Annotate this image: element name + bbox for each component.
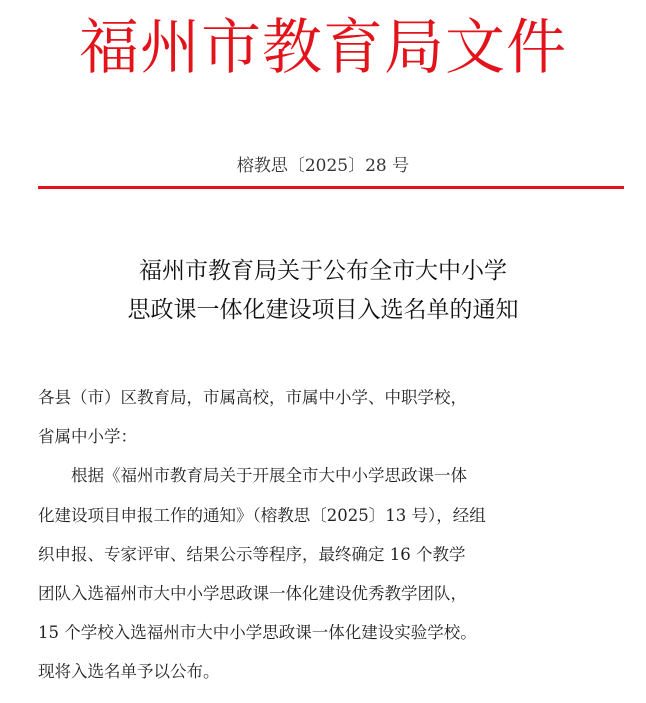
- document-title-line-1: 福州市教育局关于公布全市大中小学: [139, 258, 507, 284]
- body-paragraph-line: 团队入选福州市大中小学思政课一体化建设优秀教学团队，: [38, 583, 467, 603]
- document-title: [0, 252, 646, 330]
- document-masthead: 福州市教育局文件: [79, 13, 567, 83]
- body-paragraph-line: 15 个学校入选福州市大中小学思政课一体化建设实验学校。: [38, 623, 477, 643]
- red-divider-line: [38, 186, 624, 189]
- body-paragraph-line: 化建设项目申报工作的通知》（榕教思〔2025〕13 号），经组: [38, 505, 486, 525]
- document-title-line-2: 思政课一体化建设项目入选名单的通知: [127, 297, 519, 323]
- body-line-addressees: 各县（市）区教育局，市属高校，市属中小学、中职学校，: [38, 388, 467, 407]
- body-paragraph-line: 根据《福州市教育局关于开展全市大中小学思政课一体: [71, 466, 467, 486]
- document-body: [38, 378, 608, 692]
- body-paragraph-line: 现将入选名单予以公布。: [38, 662, 220, 682]
- document-number: 榕教思〔2025〕28 号: [236, 156, 410, 176]
- body-line-addressees-cont: 省属中小学：: [38, 427, 137, 447]
- body-paragraph-line: 织申报、专家评审、结果公示等程序，最终确定 16 个教学: [38, 544, 466, 564]
